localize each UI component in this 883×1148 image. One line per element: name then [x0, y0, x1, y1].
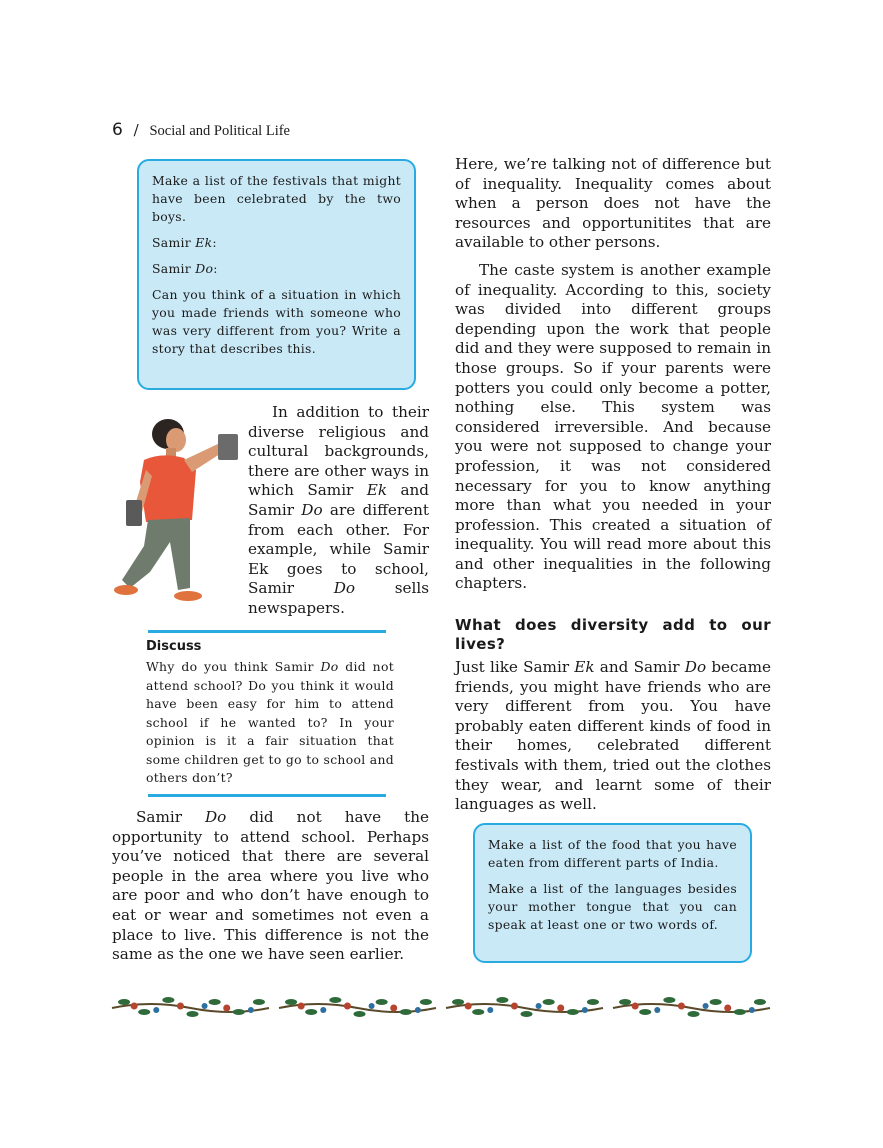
inequality-paragraph: Here, we’re talking not of difference but of inequality. Inequality comes about when a person does not have the resources and opportunitites that are available to other persons.: [455, 155, 771, 252]
discuss-heading: Discuss: [146, 639, 202, 654]
text-run: and Samir: [248, 481, 430, 519]
intro-paragraph: [248, 403, 429, 619]
text-run: sells newspapers.: [248, 579, 430, 617]
name-do: Do: [684, 658, 707, 677]
floral-vine-icon: [611, 990, 772, 1024]
decorative-floral-border: [110, 990, 772, 1024]
boy-illustration: [110, 412, 240, 612]
name-do: Do: [205, 808, 227, 826]
festivals-activity-box: [137, 159, 416, 390]
text-run: and Samir: [594, 658, 685, 677]
book-title: Social and Political Life: [149, 123, 290, 139]
festivals-prompt: Make a list of the festivals that might have been celebrated by the two boys.: [152, 173, 401, 224]
language-prompt: Make a list of the languages besides your mother tongue that you can speak at least one or two words of.: [488, 881, 737, 932]
label-prefix: Samir: [152, 261, 196, 276]
floral-vine-icon: [444, 990, 605, 1024]
discuss-questions: [146, 658, 394, 788]
text-run: did not attend school? Do you think it would have been easy for him to attend school if he wanted to? In your opinion is it a fair situation that some children get to go to school and others don’t?: [146, 659, 394, 785]
floral-vine-icon: [110, 990, 271, 1024]
intro-text: [248, 403, 429, 619]
samir-ek-label: [152, 234, 401, 252]
label-name: Ek: [195, 235, 213, 250]
discuss-box: [146, 630, 394, 797]
text-run: In addition to their diverse religious and cultural backgrounds, there are other ways in which Samir: [248, 403, 429, 500]
diversity-paragraph: [455, 658, 771, 815]
text-run: are different from each other. For example, while Samir Ek goes to school, Samir: [248, 500, 429, 598]
name-do: Do: [320, 659, 339, 674]
label-prefix: Samir: [152, 235, 196, 250]
right-column: [455, 155, 771, 815]
samir-do-paragraph: [112, 808, 429, 965]
header-separator: /: [133, 121, 139, 139]
samir-do-label: [152, 260, 401, 278]
section-heading: What does diversity add to our lives?: [455, 616, 771, 654]
food-languages-activity-box: [473, 823, 752, 963]
text-run: Why do you think Samir: [146, 659, 321, 674]
name-ek: Ek: [366, 481, 388, 500]
name-do: Do: [333, 579, 356, 598]
boy-with-newspapers-icon: [110, 412, 240, 612]
samir-do-text: [112, 808, 429, 965]
page-header: [112, 120, 290, 140]
story-prompt: Can you think of a situation in which you made friends with someone who was very different from you? Write a story that describes this.: [152, 287, 401, 356]
text-run: Just like Samir: [455, 658, 575, 677]
label-suffix: :: [212, 235, 217, 250]
name-do: Do: [301, 500, 323, 519]
label-name: Do: [195, 261, 214, 276]
label-suffix: :: [213, 261, 218, 276]
floral-vine-icon: [277, 990, 438, 1024]
text-run: became friends, you might have friends who are very different from you. You have probably eaten different kinds of food in their homes, celebrated different festivals with them, tried out the clothes they wear, and learnt some of their languages as well.: [455, 658, 771, 814]
text-run: did not have the opportunity to attend school. Perhaps you’ve noticed that there are several people in the area where you live who are poor and who don’t have enough to eat or wear and sometimes not even a place to live. This difference is not the same as the one we have seen earlier.: [112, 808, 429, 964]
food-prompt: Make a list of the food that you have eaten from different parts of India.: [488, 837, 737, 870]
bottom-rule: [148, 794, 386, 797]
page-number: 6: [112, 120, 123, 140]
caste-paragraph: The caste system is another example of inequality. According to this, society was divided into different groups depending upon the work that people did and they were supposed to remain in those groups. So if your parents were potters you could only become a potter, nothing else. This system was considered irreversible. And because you were not supposed to change your profession, it was not considered necessary for you to know anything more than what you needed in your profession. This created a situation of inequality. You will read more about this and other inequalities in the following chapters.: [455, 260, 771, 593]
name-ek: Ek: [574, 658, 595, 677]
text-run: Samir: [136, 808, 205, 826]
top-rule: [148, 630, 386, 633]
